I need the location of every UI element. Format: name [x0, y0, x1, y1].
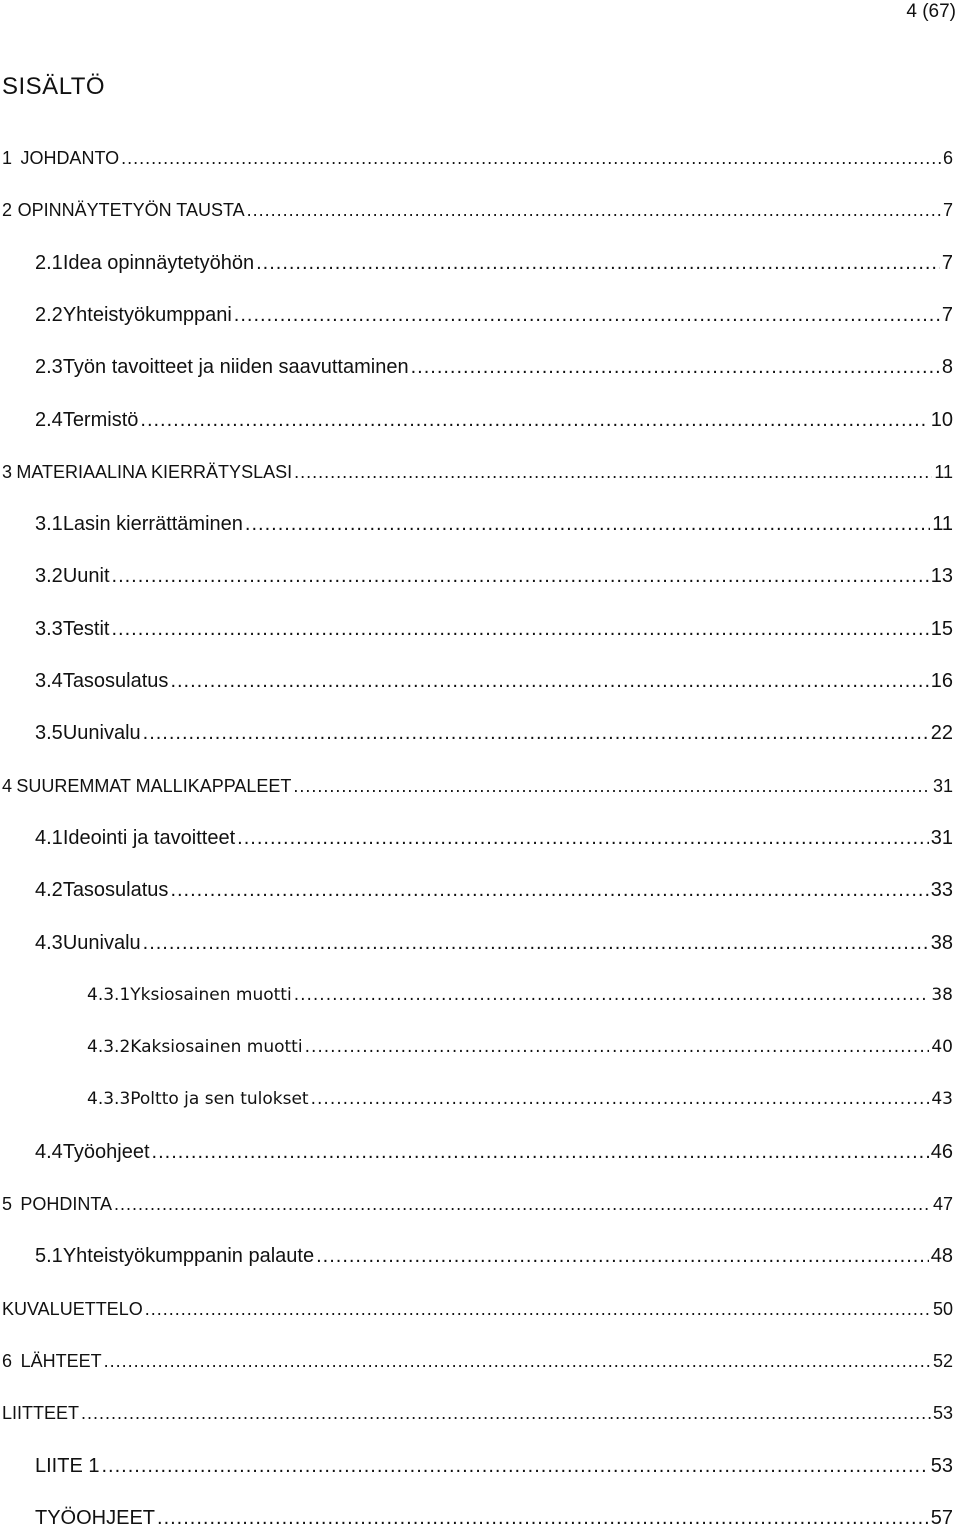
- toc-entry-title: MATERIAALINA KIERRÄTYSLASI: [16, 462, 293, 482]
- toc-entry[interactable]: [35, 718, 953, 748]
- toc-entry-title: Ideointi ja tavoitteet: [62, 827, 236, 849]
- toc-entry-title: OPINNÄYTETYÖN TAUSTA: [17, 200, 245, 220]
- dot-leader: [256, 248, 940, 278]
- toc-entry[interactable]: [35, 928, 953, 958]
- toc-entry[interactable]: [87, 1032, 953, 1062]
- toc-entry[interactable]: [35, 614, 953, 644]
- dot-leader: [143, 928, 929, 958]
- toc-entry[interactable]: [35, 300, 953, 330]
- dot-leader: [293, 771, 931, 801]
- toc-entry-number: 4: [2, 776, 13, 796]
- toc-entry-page: 52: [932, 1351, 953, 1371]
- toc-entry-number: 3: [2, 462, 13, 482]
- dot-leader: [411, 352, 940, 382]
- toc-entry-page: 15: [930, 618, 953, 640]
- toc-entry-page: 38: [930, 932, 953, 954]
- toc-entry-page: 40: [931, 1037, 953, 1057]
- toc-entry-title: SUUREMMAT MALLIKAPPALEET: [16, 776, 292, 796]
- dot-leader: [237, 823, 929, 853]
- toc-entry-title: Tasosulatus: [62, 879, 169, 901]
- toc-entry[interactable]: [2, 1294, 953, 1324]
- dot-leader: [101, 1451, 928, 1481]
- toc-entry-page: 10: [930, 409, 953, 431]
- toc-entry-page: 50: [932, 1299, 953, 1319]
- toc-heading: SISÄLTÖ: [2, 73, 106, 100]
- toc-entry[interactable]: [2, 1346, 953, 1376]
- dot-leader: [247, 195, 941, 225]
- toc-entry-title: Uunivalu: [62, 932, 141, 954]
- toc-entry-page: 6: [942, 148, 953, 168]
- toc-entry-number: 5.1: [35, 1245, 63, 1267]
- dot-leader: [152, 1137, 929, 1167]
- toc-entry-title: Uunit: [62, 565, 110, 587]
- toc-entry[interactable]: [87, 980, 953, 1010]
- toc-entry-page: 7: [942, 200, 953, 220]
- toc-entry-number: 2: [2, 200, 13, 220]
- toc-entry-page: 22: [930, 722, 953, 744]
- toc-entry-title: JOHDANTO: [20, 148, 120, 168]
- toc-entry-title: Uunivalu: [62, 722, 141, 744]
- toc-entry-number: 4.2: [35, 879, 63, 901]
- dot-leader: [81, 1398, 931, 1428]
- toc-entry[interactable]: [2, 1398, 953, 1428]
- dot-leader: [112, 561, 929, 591]
- toc-entry-title: Tasosulatus: [62, 670, 169, 692]
- toc-entry-title: Testit: [62, 618, 110, 640]
- toc-entry-page: 53: [930, 1455, 953, 1477]
- toc-entry-number: 4.4: [35, 1141, 63, 1163]
- page-number: 4 (67): [906, 1, 956, 22]
- toc-entry-number: 2.1: [35, 252, 63, 274]
- toc-entry-title: LIITTEET: [2, 1403, 80, 1423]
- dot-leader: [112, 614, 929, 644]
- toc-entry-page: 38: [931, 985, 953, 1005]
- dot-leader: [294, 980, 930, 1010]
- toc-entry-number: 3.1: [35, 513, 63, 535]
- dot-leader: [121, 143, 941, 173]
- dot-leader: [234, 300, 940, 330]
- toc-entry[interactable]: [2, 457, 953, 487]
- toc-entry[interactable]: [2, 195, 953, 225]
- toc-entry-page: 8: [941, 356, 953, 378]
- toc-entry-page: 31: [930, 827, 953, 849]
- toc-entry-page: 11: [932, 513, 953, 535]
- toc-entry-page: 7: [941, 304, 953, 326]
- toc-entry-number: 2.2: [35, 304, 63, 326]
- toc-entry[interactable]: [35, 405, 953, 435]
- toc-entry-title: POHDINTA: [20, 1194, 113, 1214]
- toc-entry[interactable]: [2, 143, 953, 173]
- toc-entry-page: 13: [930, 565, 953, 587]
- toc-entry-title: Työn tavoitteet ja niiden saavuttaminen: [62, 356, 409, 378]
- toc-entry[interactable]: [35, 1241, 953, 1271]
- dot-leader: [316, 1241, 929, 1271]
- dot-leader: [245, 509, 930, 539]
- toc-entry[interactable]: [35, 509, 953, 539]
- toc-entry[interactable]: [2, 1189, 953, 1219]
- toc-entry[interactable]: [35, 875, 953, 905]
- dot-leader: [140, 405, 928, 435]
- toc-entry-title: Yksiosainen muotti: [130, 985, 292, 1005]
- dot-leader: [170, 875, 928, 905]
- toc-entry[interactable]: [35, 1503, 953, 1533]
- toc-entry-page: 48: [930, 1245, 953, 1267]
- toc-entry[interactable]: [87, 1084, 953, 1114]
- dot-leader: [294, 457, 932, 487]
- toc-entry-title: LIITE 1: [35, 1455, 100, 1477]
- toc-entry-title: LÄHTEET: [20, 1351, 102, 1371]
- dot-leader: [305, 1032, 930, 1062]
- toc-entry-title: Termistö: [62, 409, 139, 431]
- toc-entry[interactable]: [35, 666, 953, 696]
- dot-leader: [170, 666, 928, 696]
- toc-entry-page: 33: [930, 879, 953, 901]
- toc-entry[interactable]: [35, 248, 953, 278]
- toc-entry-number: 4.1: [35, 827, 63, 849]
- toc-entry-number: 6: [2, 1351, 13, 1371]
- toc-entry-number: 2.3: [35, 356, 63, 378]
- toc-entry-title: Yhteistyökumppanin palaute: [62, 1245, 315, 1267]
- toc-entry-title: Lasin kierrättäminen: [62, 513, 243, 535]
- toc-entry-page: 16: [930, 670, 953, 692]
- toc-entry-page: 31: [932, 776, 953, 796]
- toc-entry-number: 4.3.3: [87, 1089, 131, 1109]
- toc-entry-number: 4.3: [35, 932, 63, 954]
- dot-leader: [143, 718, 929, 748]
- toc-entry[interactable]: [2, 771, 953, 801]
- dot-leader: [145, 1294, 931, 1324]
- toc-entry-page: 47: [932, 1194, 953, 1214]
- toc-entry-title: Kaksiosainen muotti: [130, 1037, 303, 1057]
- toc-entry-number: 3.2: [35, 565, 63, 587]
- toc-entry-title: Idea opinnäytetyöhön: [62, 252, 255, 274]
- toc-entry-page: 46: [930, 1141, 953, 1163]
- toc-entry[interactable]: [35, 352, 953, 382]
- toc-entry-title: TYÖOHJEET: [35, 1507, 156, 1529]
- dot-leader: [114, 1189, 931, 1219]
- toc-entry-page: 53: [932, 1403, 953, 1423]
- toc-entry-number: 3.3: [35, 618, 63, 640]
- toc-entry-number: 2.4: [35, 409, 63, 431]
- toc-entry-number: 4.3.2: [87, 1037, 131, 1057]
- toc-entry[interactable]: [35, 1137, 953, 1167]
- dot-leader: [157, 1503, 929, 1533]
- toc-entry-number: 3.5: [35, 722, 63, 744]
- toc-entry-page: 57: [930, 1507, 953, 1529]
- toc-entry-title: Yhteistyökumppani: [62, 304, 232, 326]
- toc-entry[interactable]: [35, 561, 953, 591]
- toc-entry-title: Poltto ja sen tulokset: [130, 1089, 309, 1109]
- toc-entry-number: 3.4: [35, 670, 63, 692]
- toc-entry-number: 4.3.1: [87, 985, 131, 1005]
- toc-entry-page: 7: [941, 252, 953, 274]
- toc-entry-number: 1: [2, 148, 13, 168]
- toc-entry-title: Työohjeet: [62, 1141, 150, 1163]
- toc-entry-title: KUVALUETTELO: [2, 1299, 143, 1319]
- toc-entry-page: 11: [934, 462, 953, 482]
- toc-entry-number: 5: [2, 1194, 13, 1214]
- toc-entry-page: 43: [931, 1089, 953, 1109]
- dot-leader: [104, 1346, 931, 1376]
- dot-leader: [311, 1084, 930, 1114]
- toc-entry[interactable]: [35, 1451, 953, 1481]
- toc-entry[interactable]: [35, 823, 953, 853]
